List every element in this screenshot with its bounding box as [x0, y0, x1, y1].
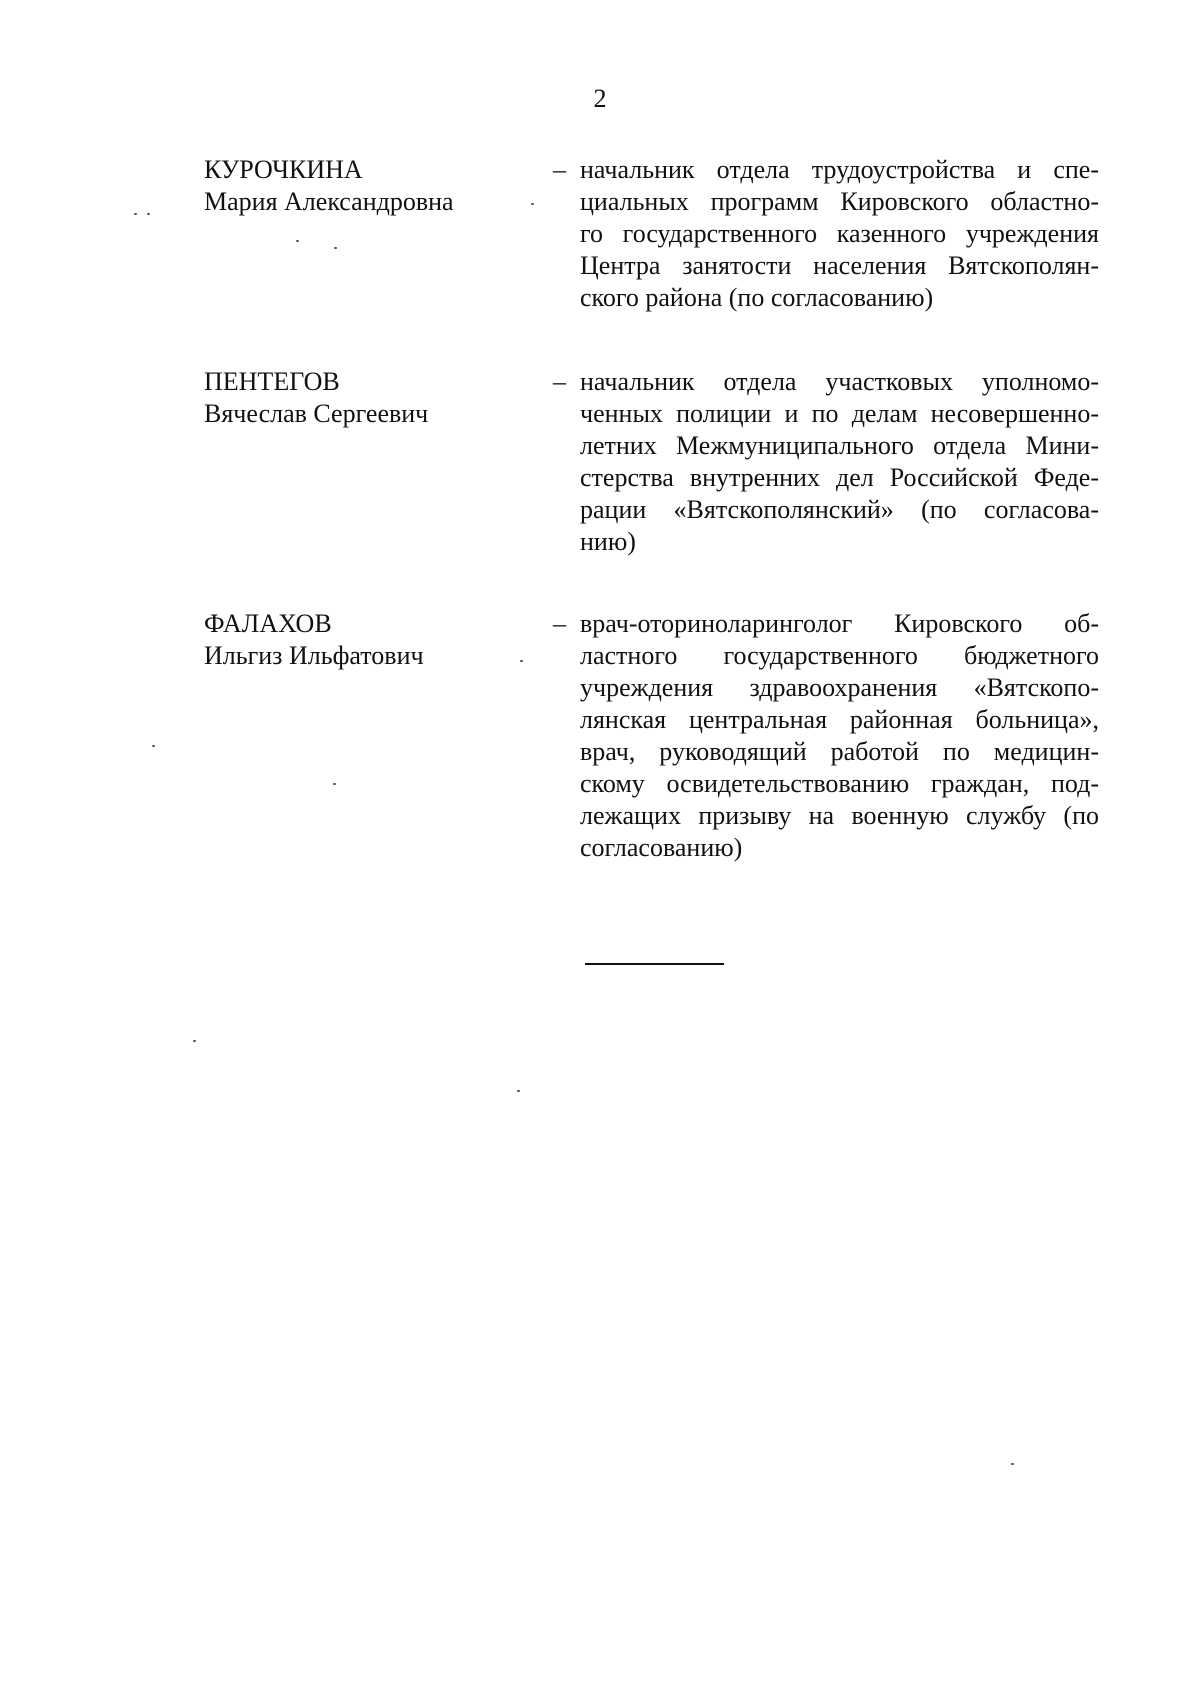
position-line: ченных полиции и по делам несовершенно-	[580, 399, 1099, 428]
position-line: циальных программ Кировского областно-	[580, 187, 1099, 216]
member-position	[580, 154, 1099, 314]
position-line: учреждения здравоохранения «Вятскопо-	[580, 673, 1099, 702]
member-position	[580, 366, 1099, 558]
scan-speck	[531, 203, 534, 205]
member-surname: КУРОЧКИНА	[204, 155, 363, 184]
position-line: врач, руководящий работой по медицин-	[580, 737, 1099, 766]
member-surname: ФАЛАХОВ	[204, 609, 332, 638]
entry-dash: –	[553, 367, 566, 396]
position-line: врач-оториноларинголог Кировского об-	[580, 609, 1099, 638]
scan-speck	[152, 745, 155, 747]
position-line: стерства внутренних дел Российской Феде-	[580, 463, 1099, 492]
scan-speck	[520, 660, 523, 662]
scan-speck	[134, 213, 137, 215]
member-given-names: Ильгиз Ильфатович	[204, 641, 424, 670]
position-line: рации «Вятскополянский» (по согласова-	[580, 495, 1099, 524]
scan-speck	[333, 783, 336, 785]
member-surname: ПЕНТЕГОВ	[204, 367, 340, 396]
position-line: летних Межмуниципального отдела Мини-	[580, 431, 1099, 460]
closing-rule	[585, 963, 724, 965]
member-name	[204, 366, 534, 430]
member-given-names: Мария Александровна	[204, 187, 454, 216]
scan-speck	[193, 1040, 196, 1042]
position-line: нию)	[580, 527, 636, 556]
position-line: начальник отдела участковых уполномо-	[580, 367, 1099, 396]
member-position	[580, 608, 1099, 864]
position-line: Центра занятости населения Вятскополян-	[580, 251, 1099, 280]
scan-speck	[1011, 1463, 1014, 1465]
scan-speck	[147, 213, 150, 215]
position-line: начальник отдела трудоустройства и спе-	[580, 155, 1099, 184]
member-name	[204, 154, 534, 218]
member-given-names: Вячеслав Сергеевич	[204, 399, 429, 428]
scan-speck	[334, 247, 337, 249]
entry-dash: –	[553, 155, 566, 184]
position-line: лянская центральная районная больница»,	[580, 705, 1099, 734]
entry-dash: –	[553, 609, 566, 638]
position-line: ластного государственного бюджетного	[580, 641, 1099, 670]
position-line: скому освидетельствованию граждан, под-	[580, 769, 1099, 798]
position-line: го государственного казенного учреждения	[580, 219, 1099, 248]
scan-speck	[296, 240, 299, 242]
position-line: согласованию)	[580, 833, 743, 862]
position-line: лежащих призыву на военную службу (по	[580, 801, 1099, 830]
page-number: 2	[593, 84, 607, 113]
scan-speck	[517, 1090, 520, 1092]
member-name	[204, 608, 534, 672]
position-line: ского района (по согласованию)	[580, 283, 934, 312]
